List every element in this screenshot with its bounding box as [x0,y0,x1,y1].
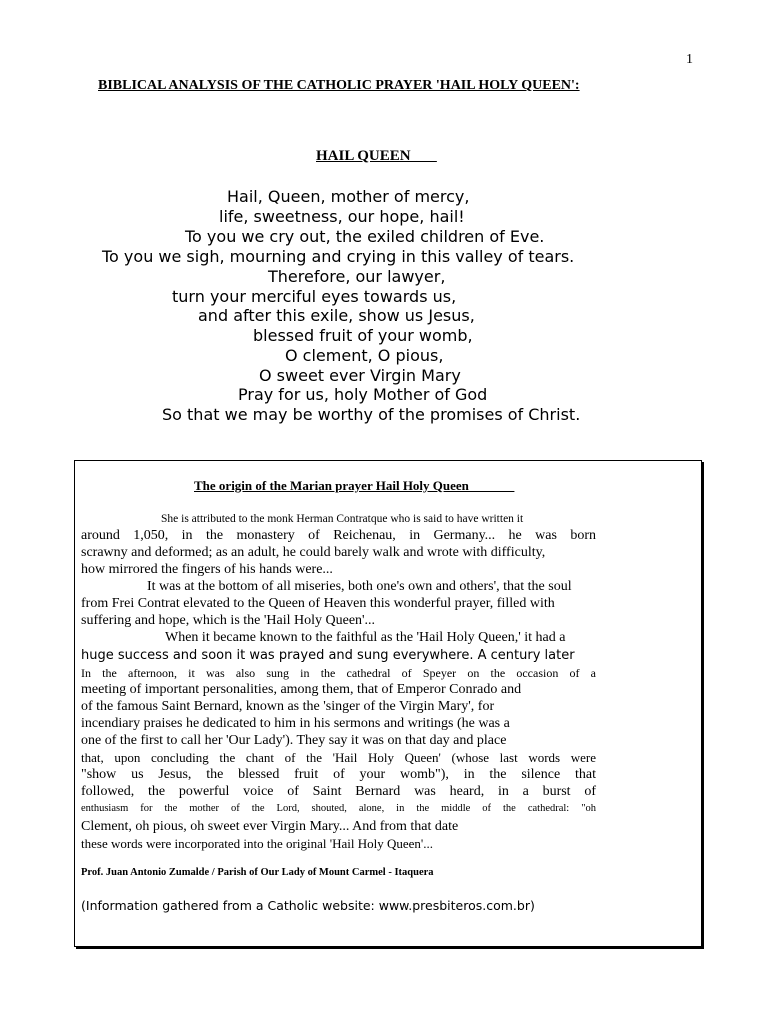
author-credit: Prof. Juan Antonio Zumalde / Parish of Our Lady of Mount Carmel - Itaquera [81,867,434,878]
prayer-title: HAIL QUEEN [316,148,437,164]
origin-line: scrawny and deformed; as an adult, he could barely walk and wrote with difficulty, [81,545,546,560]
origin-line: of the famous Saint Bernard, known as the 'singer of the Virgin Mary', for [81,699,495,714]
origin-line: In the afternoon, it was also sung in the cathedral of Speyer on the occasion of a [81,666,596,680]
page-number: 1 [686,52,693,67]
prayer-line: O sweet ever Virgin Mary [259,366,461,385]
origin-line: how mirrored the fingers of his hands were... [81,562,333,577]
origin-line: followed, the powerful voice of Saint Bernard was heard, in a burst of [81,784,596,799]
origin-line: enthusiasm for the mother of the Lord, shouted, alone, in the middle of the cathedral: "oh [81,803,596,814]
source-note: (Information gathered from a Catholic website: www.presbiteros.com.br) [81,898,535,913]
origin-line: suffering and hope, which is the 'Hail Holy Queen'... [81,613,376,628]
prayer-line: life, sweetness, our hope, hail! [219,207,465,226]
prayer-line: turn your merciful eyes towards us, [172,287,457,306]
origin-line: one of the first to call her 'Our Lady'). They say it was on that day and place [81,733,507,748]
origin-line: from Frei Contrat elevated to the Queen of Heaven this wonderful prayer, filled with [81,596,555,611]
prayer-line: So that we may be worthy of the promises of Christ. [162,405,581,424]
prayer-line: Hail, Queen, mother of mercy, [227,187,470,206]
origin-line: around 1,050, in the monastery of Reichenau, in Germany... he was born [81,528,596,543]
prayer-line: O clement, O pious, [285,346,444,365]
origin-line: When it became known to the faithful as the 'Hail Holy Queen,' it had a [165,630,566,645]
prayer-line: blessed fruit of your womb, [253,326,473,345]
prayer-line: Pray for us, holy Mother of God [238,385,488,404]
origin-line: meeting of important personalities, among them, that of Emperor Conrado and [81,682,522,697]
prayer-line: Therefore, our lawyer, [268,267,446,286]
origin-line: huge success and soon it was prayed and sung everywhere. A century later [81,648,575,663]
origin-line: these words were incorporated into the original 'Hail Holy Queen'... [81,836,433,851]
origin-line: that, upon concluding the chant of the 'Hail Holy Queen' (whose last words were [81,750,596,765]
prayer-line: To you we cry out, the exiled children of Eve. [185,227,545,246]
prayer-line: To you we sigh, mourning and crying in this valley of tears. [102,247,575,266]
origin-title: The origin of the Marian prayer Hail Holy Queen [194,478,515,493]
origin-line: She is attributed to the monk Herman Contratque who is said to have written it [161,513,524,525]
origin-line: "show us Jesus, the blessed fruit of your womb"), in the silence that [81,767,596,782]
document-title: BIBLICAL ANALYSIS OF THE CATHOLIC PRAYER 'HAIL HOLY QUEEN': [98,78,580,93]
origin-line: It was at the bottom of all miseries, both one's own and others', that the soul [147,579,572,594]
origin-line: Clement, oh pious, oh sweet ever Virgin Mary... And from that date [81,819,459,834]
prayer-line: and after this exile, show us Jesus, [198,306,475,325]
origin-line: incendiary praises he dedicated to him in his sermons and writings (he was a [81,716,510,731]
